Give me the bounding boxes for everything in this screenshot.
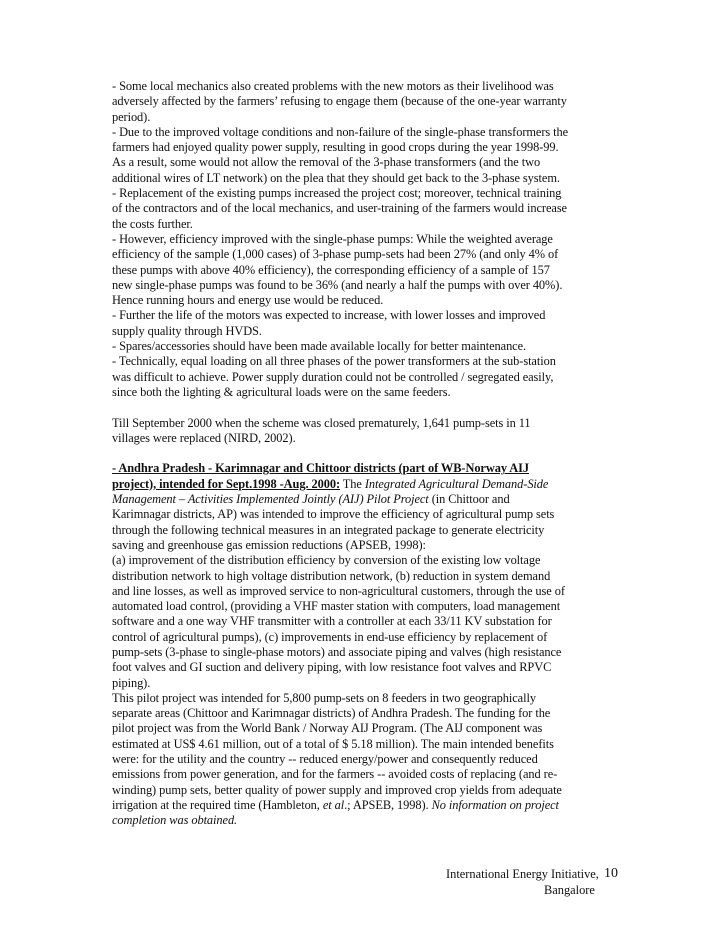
text-line: - Technically, equal loading on all three phases of the power transformers at the sub-station [112,354,556,369]
section-heading-line-1: - Andhra Pradesh - Karimnagar and Chittoor districts (part of WB-Norway AIJ [112,461,530,476]
completion-note: No information on project [431,797,559,812]
text-line: period). [112,109,151,124]
text-line: - However, efficiency improved with the single-phase pumps: While the weighted average [112,231,553,246]
text-line: farmers had enjoyed quality power supply, resulting in good crops during the year 1998-99. [112,140,559,155]
footer-organization: International Energy Initiative, [446,867,599,881]
paragraph-scheme-closure [112,416,616,447]
text-line: - Some local mechanics also created problems with the new motors as their livelihood was [112,79,554,93]
text-line: software and a one way VHF transmitter with a controller at each 33/11 KV substation for [112,614,552,629]
text-line: piping). [112,675,151,690]
project-title-italic-cont: Management – Activities Implemented Jointly (AIJ) Pilot Project [112,492,429,507]
text-fragment: .; APSEB, 1998). [344,797,432,812]
text-line: of the contractors and of the local mechanics, and user-training of the farmers would increase [112,201,567,216]
paragraph-gap [112,446,616,461]
text-line: pump-sets (3-phase to single-phase motors) and associate piping and valves (high resistance [112,644,562,659]
text-line: - Further the life of the motors was expected to increase, with lower losses and improved [112,308,546,323]
text-line: emissions from power generation, and for the farmers -- avoided costs of replacing (and re- [112,767,558,782]
text-line: estimated at US$ 4.61 million, out of a total of $ 5.18 million). The main intended benefits [112,736,554,751]
paragraph-gap [112,400,616,415]
text-line: Till September 2000 when the scheme was closed prematurely, 1,641 pump-sets in 11 [112,415,531,430]
text-line: pilot project was from the World Bank / Norway AIJ Program. (The AIJ component was [112,721,543,736]
text-line: was difficult to achieve. Power supply duration could not be controlled / segregated easily, [112,369,554,384]
footer-city: Bangalore [544,882,595,897]
text-line: This pilot project was intended for 5,800 pump-sets on 8 feeders in two geographically [112,690,536,705]
text-line: through the following technical measures in an integrated package to generate electricity [112,522,545,537]
text-line: control of agricultural pumps), (c) improvements in end-use efficiency by replacement of [112,629,548,644]
text-line: As a result, some would not allow the removal of the 3-phase transformers (and the two [112,155,541,170]
text-line: (a) improvement of the distribution efficiency by conversion of the existing low voltage [112,553,541,568]
text-line: distribution network to high voltage distribution network, (b) reduction in system demand [112,568,551,583]
text-line: saving and greenhouse gas emission reductions (APSEB, 1998): [112,537,426,552]
text-line: foot valves and GI suction and delivery piping, with low resistance foot valves and RPVC [112,660,552,675]
text-line: additional wires of LT network) on the plea that they should get back to the 3-phase system. [112,170,560,185]
text-line: winding) pump sets, better quality of power supply and improved crop yields from adequate [112,782,562,797]
text-line: these pumps with above 40% efficiency), the corresponding efficiency of a sample of 157 [112,262,550,277]
text-line: villages were replaced (NIRD, 2002). [112,430,296,445]
text-line: Karimnagar districts, AP) was intended to improve the efficiency of agricultural pump sets [112,507,555,522]
paragraph-observations [112,79,616,400]
text-fragment: irrigation at the required time (Hambleton, [112,797,323,812]
text-line: separate areas (Chittoor and Karimnagar districts) of Andhra Pradesh. The funding for the [112,706,551,721]
text-fragment: (in Chittoor and [428,492,510,507]
text-fragment: The [340,476,365,491]
text-line: Hence running hours and energy use would be reduced. [112,293,384,308]
text-line: - Spares/accessories should have been made available locally for better maintenance. [112,339,527,354]
project-title-italic: Integrated Agricultural Demand-Side [364,476,549,491]
section-heading-line-2: project), intended for Sept.1998 -Aug. 2000: [112,476,340,491]
text-line: and line losses, as well as improved service to non-agricultural customers, through the use of [112,583,565,598]
text-line: the costs further. [112,216,193,231]
completion-note-cont: completion was obtained. [112,813,238,828]
text-line: - Replacement of the existing pumps increased the project cost; moreover, technical training [112,186,562,201]
text-line: supply quality through HVDS. [112,323,262,338]
text-line: - Due to the improved voltage conditions and non-failure of the single-phase transformers the [112,124,569,139]
text-line: adversely affected by the farmers’ refusing to engage them (because of the one-year warranty [112,94,567,109]
document-body [112,79,616,829]
paragraph-andhra-pradesh-project [112,461,616,828]
text-line: were: for the utility and the country -- reduced energy/power and consequently reduced [112,752,538,767]
text-line: automated load control, (providing a VHF master station with computers, load management [112,599,561,614]
text-line: efficiency of the sample (1,000 cases) of 3-phase pump-sets had been 27% (and only 4% of [112,247,559,262]
text-line: new single-phase pumps was found to be 36% (and nearly a half the pumps with over 40%). [112,277,563,292]
page-number: 10 [604,866,618,881]
citation-et-al: et al [322,797,345,812]
text-line: since both the lighting & agricultural loads were on the same feeders. [112,384,451,399]
